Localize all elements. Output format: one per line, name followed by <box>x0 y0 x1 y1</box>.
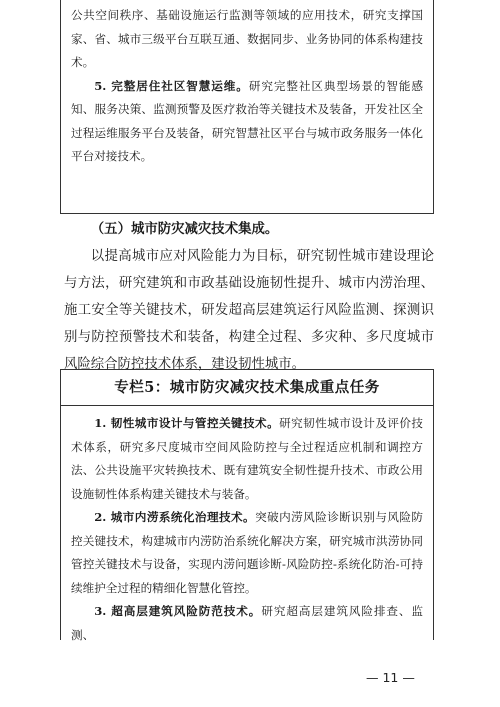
column-item-1 <box>61 412 433 506</box>
column-item-3 <box>61 600 433 647</box>
column-item-2-title: 2. 城市内涝系统化治理技术。 <box>94 510 256 524</box>
column-box-body <box>61 406 433 647</box>
column-item-3-body: 研究超高层建筑风险排查、监测、 <box>71 604 423 642</box>
column-box-5 <box>60 369 434 640</box>
column-box-continued <box>60 0 434 214</box>
column-item-5-body: 研究完整社区典型场景的智能感知、服务决策、监测预警及医疗救治等关键技术及装备，开发社区全过程运维服务平台及装备，研究智慧社区平台与城市政务服务一体化平台对接技术。 <box>71 78 423 163</box>
page-number: — 11 — <box>366 670 415 685</box>
main-text <box>64 216 434 378</box>
column-item-5-title: 5. 完整居住社区智慧运维。 <box>94 78 249 93</box>
column-paragraph-continued: 公共空间秩序、基础设施运行监测等领域的应用技术，研究支撑国家、省、城市三级平台互联互通、数据同步、业务协同的体系构建技术。 <box>71 8 423 69</box>
column-item-1-title: 1. 韧性城市设计与管控关键技术。 <box>94 416 280 430</box>
column-item-3-title: 3. 超高层建筑风险防范技术。 <box>94 604 262 618</box>
column-box-body <box>61 0 433 169</box>
column-item-1-body: 研究韧性城市设计及评价技术体系，研究多尺度城市空间风险防控与全过程适应机制和调控方法、公共设施平灾转换技术、既有建筑安全韧性提升技术、市政公用设施韧性体系构建关键技术与装备。 <box>71 416 423 501</box>
section-title: （五）城市防灾减灾技术集成。 <box>90 221 279 237</box>
column-item-2 <box>61 506 433 600</box>
column-item-2-body: 突破内涝风险诊断识别与风险防控关键技术，构建城市内涝防治系统化解决方案，研究城市洪涝协同管控关键技术与设备，实现内涝问题诊断-风险防控-系统化防治-可持续维护全过程的精细化智慧化管控。 <box>71 510 423 595</box>
column-box-heading: 专栏5：城市防灾减灾技术集成重点任务 <box>61 370 433 406</box>
column-item-5 <box>61 75 433 169</box>
section-paragraph: 以提高城市应对风险能力为目标，研究韧性城市建设理论与方法，研究建筑和市政基础设施韧性提升、城市内涝治理、施工安全等关键技术，研发超高层建筑运行风险监测、探测识别与防控预警技术和装备，构建全过程、多灾种、多尺度城市风险综合防控技术体系，建设韧性城市。 <box>64 249 434 372</box>
